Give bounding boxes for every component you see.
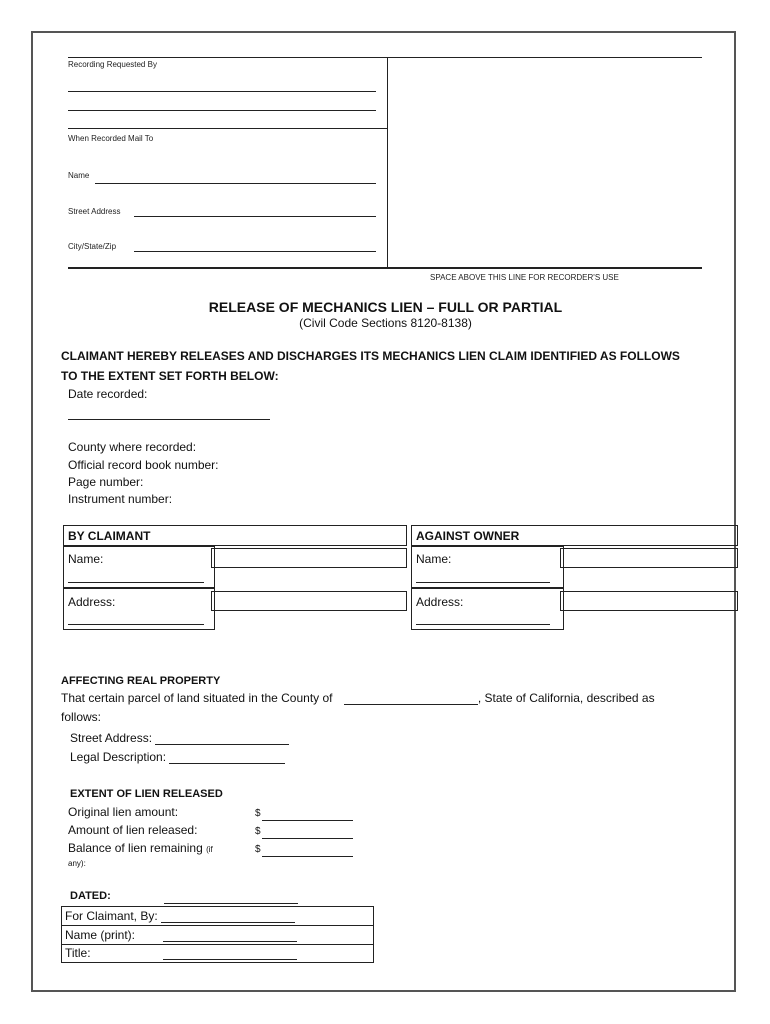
official-record-book-label: Official record book number:	[68, 458, 219, 472]
instrument-number-label: Instrument number:	[68, 492, 173, 506]
balance-remaining-if: (if	[206, 845, 213, 854]
mail-name-field[interactable]	[95, 183, 376, 184]
mail-street-address-field[interactable]	[134, 216, 376, 217]
property-legal-description	[70, 750, 285, 764]
signature-row-divider-1	[62, 925, 373, 926]
balance-remaining-label	[68, 841, 213, 855]
by-claimant-header	[63, 525, 407, 546]
balance-remaining-any: any):	[68, 859, 86, 868]
amount-released-currency: $	[255, 826, 261, 837]
name-print-field[interactable]	[163, 941, 297, 942]
against-owner-header	[411, 525, 738, 546]
extent-heading: EXTENT OF LIEN RELEASED	[70, 788, 223, 800]
property-text-before: That certain parcel of land situated in the County of	[61, 691, 333, 705]
date-recorded-label: Date recorded:	[68, 387, 148, 401]
owner-name-cell	[411, 546, 564, 588]
recorder-top-rule	[68, 57, 702, 58]
mail-name-label: Name	[68, 171, 90, 180]
recording-requested-by-line-2[interactable]	[68, 110, 376, 111]
amount-released-label: Amount of lien released:	[68, 823, 198, 837]
county-where-recorded-label: County where recorded:	[68, 440, 197, 454]
signature-table	[61, 906, 374, 963]
space-above-note: SPACE ABOVE THIS LINE FOR RECORDER'S USE	[430, 273, 619, 282]
property-legal-description-label: Legal Description:	[70, 750, 167, 764]
claimant-name-label: Name:	[68, 552, 104, 566]
for-claimant-by-field[interactable]	[161, 910, 295, 923]
form-subtitle: (Civil Code Sections 8120-8138)	[299, 316, 472, 330]
amount-released-field[interactable]	[262, 838, 353, 839]
owner-address-cell	[411, 588, 564, 630]
property-legal-description-field[interactable]	[169, 751, 285, 764]
claim-statement-line-1: CLAIMANT HEREBY RELEASES AND DISCHARGES ITS MECHANICS LIEN CLAIM IDENTIFIED AS FOLLOWS	[61, 349, 680, 363]
when-recorded-mail-to-label: When Recorded Mail To	[68, 134, 154, 143]
mail-city-state-zip-label: City/State/Zip	[68, 242, 117, 251]
owner-name-input[interactable]	[560, 548, 738, 568]
recorder-divider	[387, 57, 388, 267]
property-text-continued: follows:	[61, 710, 102, 724]
claimant-address-cell	[63, 588, 215, 630]
balance-remaining-currency: $	[255, 844, 261, 855]
property-text-after: , State of California, described as	[477, 691, 655, 705]
for-claimant-by-row	[65, 909, 295, 923]
title-row	[65, 946, 91, 960]
dated-label: DATED:	[70, 890, 111, 902]
balance-remaining-field[interactable]	[262, 856, 353, 857]
recording-requested-by-label: Recording Requested By	[68, 60, 157, 69]
owner-address-underline	[416, 624, 550, 625]
property-street-address-field[interactable]	[155, 732, 289, 745]
original-amount-label: Original lien amount:	[68, 805, 179, 819]
balance-remaining-text: Balance of lien remaining	[68, 841, 203, 855]
against-owner-label: AGAINST OWNER	[416, 529, 520, 543]
claimant-address-underline	[68, 624, 204, 625]
recording-requested-by-line-1[interactable]	[68, 91, 376, 92]
by-claimant-label: BY CLAIMANT	[68, 529, 151, 543]
date-recorded-field[interactable]	[68, 419, 270, 420]
original-amount-currency: $	[255, 808, 261, 819]
claimant-address-input[interactable]	[211, 591, 407, 611]
affecting-real-property-heading: AFFECTING REAL PROPERTY	[61, 675, 221, 687]
claim-statement-line-2: TO THE EXTENT SET FORTH BELOW:	[61, 369, 279, 383]
owner-address-input[interactable]	[560, 591, 738, 611]
claimant-name-cell	[63, 546, 215, 588]
recorder-section-separator	[68, 128, 387, 129]
dated-field[interactable]	[164, 903, 298, 904]
claimant-address-label: Address:	[68, 595, 116, 609]
original-amount-field[interactable]	[262, 820, 353, 821]
claimant-name-underline	[68, 582, 204, 583]
owner-address-label: Address:	[416, 595, 464, 609]
title-label: Title:	[65, 946, 91, 960]
property-street-address-label: Street Address:	[70, 731, 153, 745]
name-print-label: Name (print):	[65, 928, 136, 942]
signature-row-divider-2	[62, 944, 373, 945]
recorder-bottom-rule	[68, 267, 702, 269]
property-county-text	[61, 691, 711, 705]
mail-city-state-zip-field[interactable]	[134, 251, 376, 252]
title-field[interactable]	[163, 959, 297, 960]
property-street-address	[70, 731, 289, 745]
owner-name-label: Name:	[416, 552, 452, 566]
owner-name-underline	[416, 582, 550, 583]
name-print-row	[65, 928, 135, 942]
for-claimant-by-label: For Claimant, By:	[65, 909, 158, 923]
property-county-field[interactable]	[344, 692, 478, 705]
page-number-label: Page number:	[68, 475, 144, 489]
mail-street-address-label: Street Address	[68, 207, 121, 216]
claimant-name-input[interactable]	[211, 548, 407, 568]
form-page	[31, 31, 736, 992]
form-title: RELEASE OF MECHANICS LIEN – FULL OR PARTIAL	[208, 299, 563, 315]
